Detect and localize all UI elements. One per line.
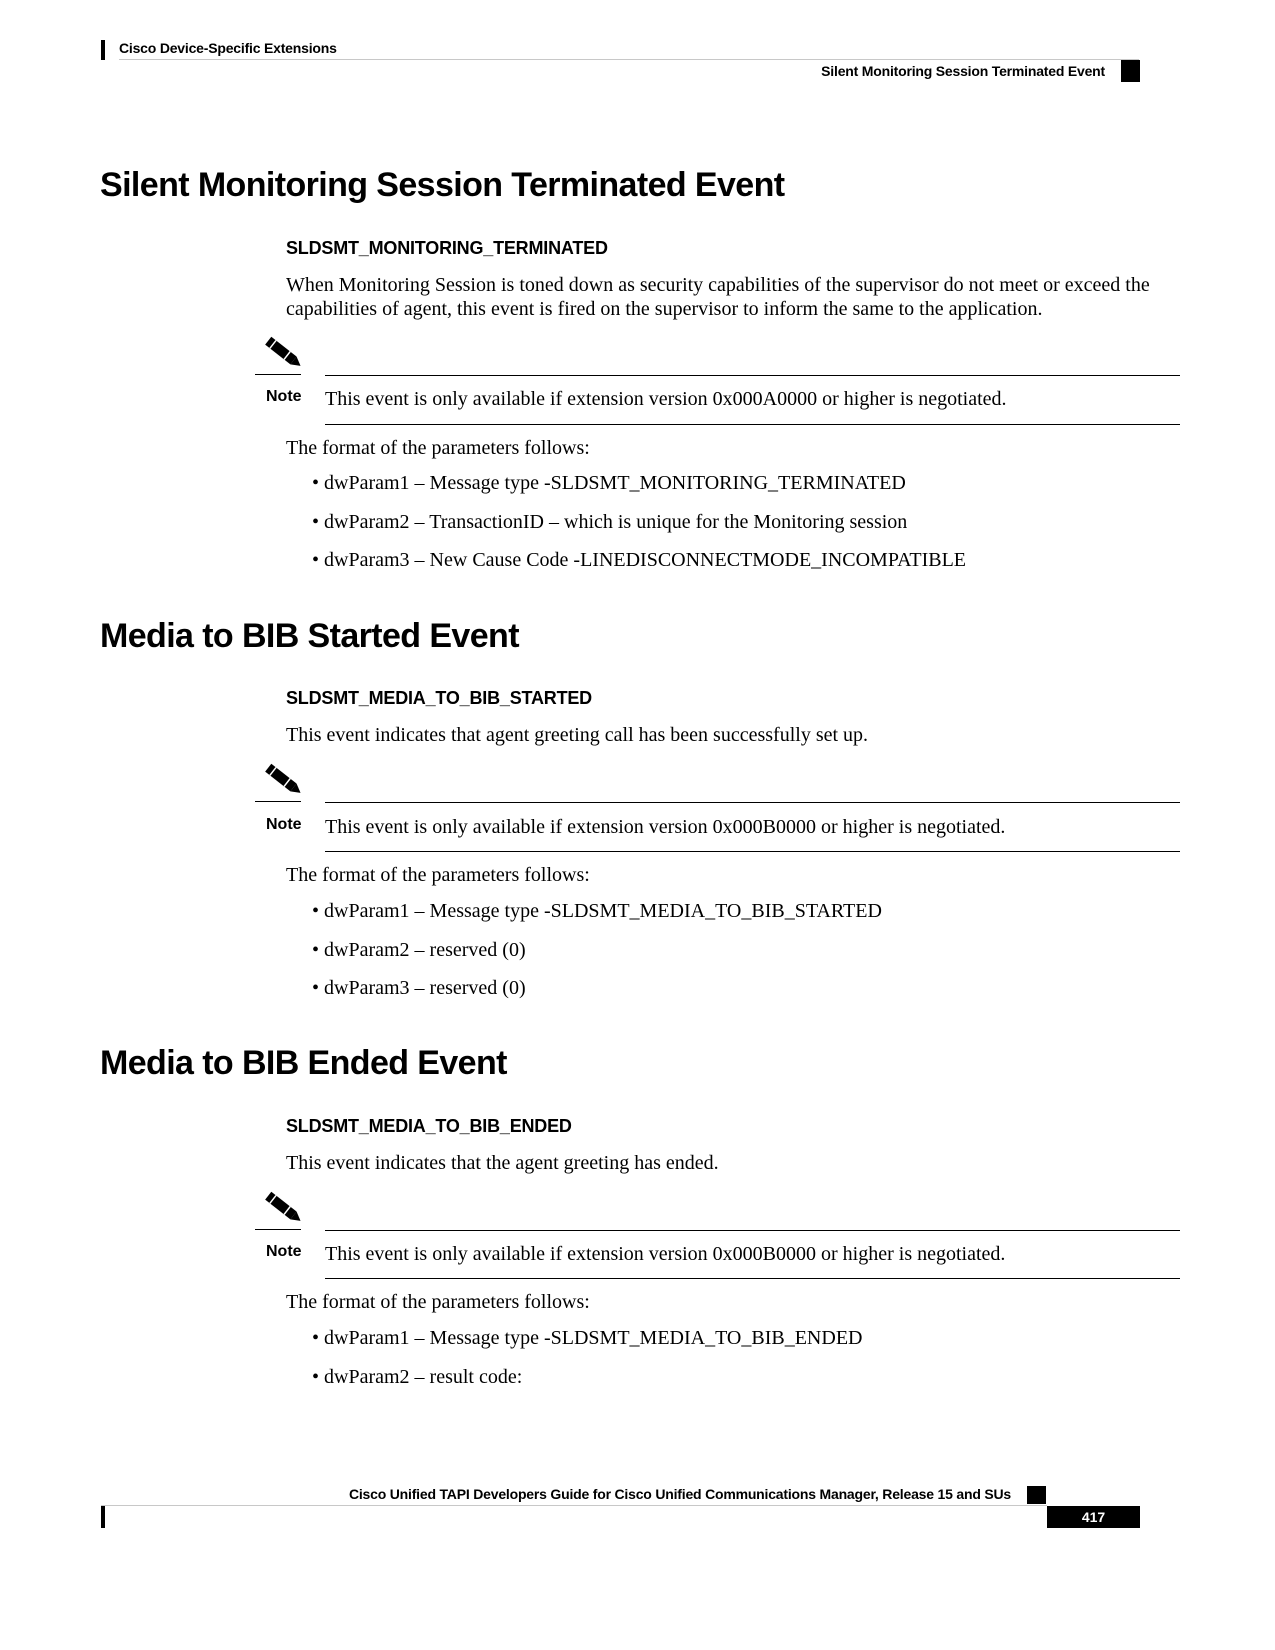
- footer-rule: [101, 1505, 1047, 1506]
- section-subtitle: SLDSMT_MONITORING_TERMINATED: [286, 238, 608, 258]
- note-bottom-rule: [325, 424, 1180, 425]
- header-rule: [119, 59, 1139, 60]
- section-subtitle: SLDSMT_MEDIA_TO_BIB_STARTED: [286, 688, 592, 708]
- pencil-icon: [262, 334, 306, 372]
- format-intro: The format of the parameters follows:: [286, 864, 590, 886]
- param-item: • dwParam2 – TransactionID – which is unique for the Monitoring session: [312, 510, 966, 549]
- footer-block: [1027, 1486, 1046, 1504]
- note-label: Note: [266, 816, 302, 833]
- footer-guide-title: Cisco Unified TAPI Developers Guide for Cisco Unified Communications Manager, Release 15 and SUs: [348, 1486, 1011, 1502]
- section-description: When Monitoring Session is toned down as security capabilities of the supervisor do not meet or exceed the capabilities of agent, this event is fired on the supervisor to inform the same to the application.: [286, 274, 1150, 320]
- param-item: • dwParam3 – New Cause Code -LINEDISCONNECTMODE_INCOMPATIBLE: [312, 548, 966, 587]
- param-item: • dwParam2 – result code:: [312, 1365, 862, 1404]
- header-right-block: [1121, 60, 1140, 82]
- page-number: 417: [1047, 1506, 1140, 1528]
- section-description: This event indicates that the agent greeting has ended.: [286, 1152, 719, 1174]
- note-label-rule: [255, 1229, 301, 1230]
- format-intro: The format of the parameters follows:: [286, 1291, 590, 1313]
- note-top-rule: [325, 802, 1180, 803]
- note-top-rule: [325, 375, 1180, 376]
- header-chapter-title: Cisco Device-Specific Extensions: [119, 40, 337, 56]
- section-title: Silent Monitoring Session Terminated Event: [100, 166, 785, 204]
- header-section-title: Silent Monitoring Session Terminated Event: [821, 63, 1105, 79]
- section-description: This event indicates that agent greeting call has been successfully set up.: [286, 724, 869, 746]
- header-left-bar: [101, 40, 105, 60]
- param-item: • dwParam1 – Message type -SLDSMT_MONITORING_TERMINATED: [312, 471, 966, 510]
- note-bottom-rule: [325, 1278, 1180, 1279]
- note-bottom-rule: [325, 851, 1180, 852]
- param-list: [312, 471, 966, 587]
- param-list: [312, 1326, 862, 1403]
- footer-left-bar: [101, 1506, 105, 1528]
- note-label: Note: [266, 388, 302, 405]
- param-item: • dwParam1 – Message type -SLDSMT_MEDIA_TO_BIB_STARTED: [312, 899, 882, 938]
- param-item: • dwParam3 – reserved (0): [312, 976, 882, 1015]
- note-label: Note: [266, 1243, 302, 1260]
- note-top-rule: [325, 1230, 1180, 1231]
- format-intro: The format of the parameters follows:: [286, 437, 590, 459]
- pencil-icon: [262, 761, 306, 799]
- param-item: • dwParam1 – Message type -SLDSMT_MEDIA_TO_BIB_ENDED: [312, 1326, 862, 1365]
- section-title: Media to BIB Ended Event: [100, 1044, 507, 1082]
- section-subtitle: SLDSMT_MEDIA_TO_BIB_ENDED: [286, 1116, 572, 1136]
- param-item: • dwParam2 – reserved (0): [312, 938, 882, 977]
- pencil-icon: [262, 1189, 306, 1227]
- param-list: [312, 899, 882, 1015]
- note-text: This event is only available if extension version 0x000B0000 or higher is negotiated.: [325, 1243, 1006, 1265]
- note-label-rule: [255, 374, 301, 375]
- note-text: This event is only available if extension version 0x000B0000 or higher is negotiated.: [325, 816, 1006, 838]
- note-label-rule: [255, 801, 301, 802]
- note-text: This event is only available if extension version 0x000A0000 or higher is negotiated.: [325, 388, 1007, 410]
- section-title: Media to BIB Started Event: [100, 617, 519, 655]
